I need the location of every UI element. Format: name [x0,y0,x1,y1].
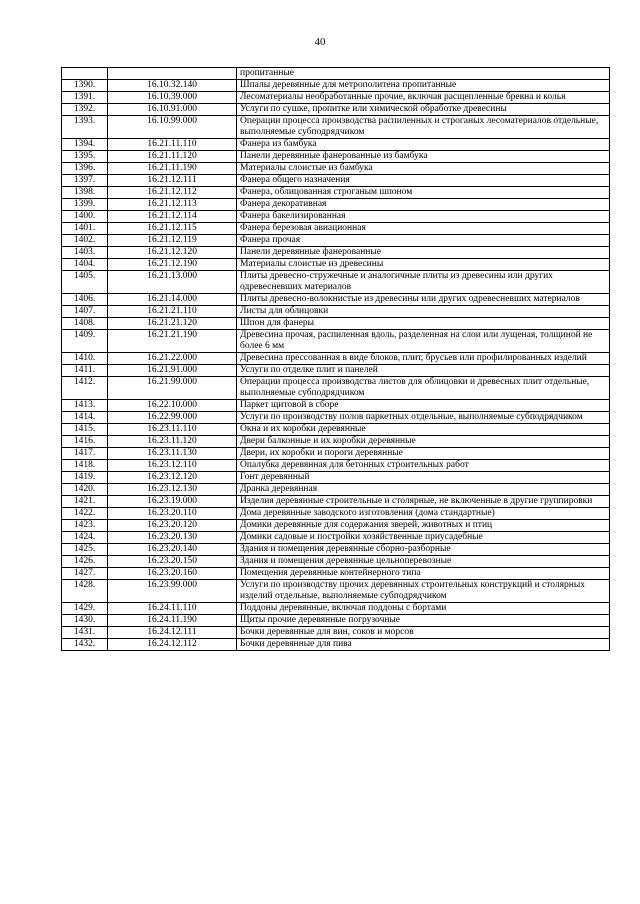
row-number-cell: 1411. [62,365,108,377]
product-name-cell: Опалубка деревянная для бетонных строительных работ [237,460,610,472]
table-row [62,139,610,151]
product-name-cell: Материалы слоистые из бамбука [237,163,610,175]
okpd-code-cell: 16.23.12.130 [108,484,237,496]
row-number-cell: 1391. [62,92,108,104]
okpd-code-cell: 16.10.99.000 [108,116,237,139]
row-number-cell: 1408. [62,318,108,330]
row-number-cell: 1393. [62,116,108,139]
okpd-code-cell: 16.21.12.113 [108,199,237,211]
okpd-code-cell: 16.21.12.112 [108,187,237,199]
row-number-cell: 1402. [62,235,108,247]
product-name-cell: Фанера декоративная [237,199,610,211]
row-number-cell [62,68,108,80]
okpd-code-cell: 16.21.12.115 [108,223,237,235]
row-number-cell: 1427. [62,568,108,580]
row-number-cell: 1416. [62,436,108,448]
row-number-cell: 1415. [62,424,108,436]
table-row [62,484,610,496]
product-name-cell: Двери балконные и их коробки деревянные [237,436,610,448]
row-number-cell: 1430. [62,615,108,627]
table-row [62,211,610,223]
product-name-cell: Бочки деревянные для вин, соков и морсов [237,627,610,639]
table-row [62,353,610,365]
okpd-code-cell: 16.21.99.000 [108,377,237,400]
product-name-cell: Изделия деревянные строительные и столярные, не включенные в другие группировки [237,496,610,508]
product-name-cell: Домики садовые и постройки хозяйственные приусадебные [237,532,610,544]
okpd-code-cell: 16.21.12.114 [108,211,237,223]
okpd-code-cell: 16.24.12.111 [108,627,237,639]
product-name-cell: Операции процесса производства листов для облицовки и древесных плит отдельные, выполняемые субподрядчиком [237,377,610,400]
okpd-code-cell: 16.23.99.000 [108,580,237,603]
product-name-cell: Гонт деревянный [237,472,610,484]
okpd-code-cell: 16.10.32.140 [108,80,237,92]
row-number-cell: 1426. [62,556,108,568]
okpd-code-cell: 16.24.11.190 [108,615,237,627]
product-name-cell: Плиты древесно-волокнистые из древесины или других одревесневших материалов [237,294,610,306]
table-row [62,544,610,556]
table-row [62,520,610,532]
product-name-cell: Услуги по сушке, пропитке или химической обработке древесины [237,104,610,116]
table-row [62,424,610,436]
table-row [62,294,610,306]
row-number-cell: 1405. [62,271,108,294]
row-number-cell: 1397. [62,175,108,187]
table-row [62,163,610,175]
okpd-code-cell: 16.21.21.190 [108,330,237,353]
row-number-cell: 1414. [62,412,108,424]
table-row [62,472,610,484]
table-row [62,151,610,163]
table-row [62,568,610,580]
product-name-cell: Лесоматериалы необработанные прочие, включая расщепленные бревна и колья [237,92,610,104]
row-number-cell: 1400. [62,211,108,223]
row-number-cell: 1421. [62,496,108,508]
row-number-cell: 1398. [62,187,108,199]
row-number-cell: 1420. [62,484,108,496]
product-name-cell: пропитанные [237,68,610,80]
table-row [62,627,610,639]
product-name-cell: Дранка деревянная [237,484,610,496]
table-row [62,377,610,400]
okpd-code-cell: 16.23.19.000 [108,496,237,508]
row-number-cell: 1418. [62,460,108,472]
product-name-cell: Операции процесса производства распиленных и строганых лесоматериалов отдельные, выполняемые субподрядчиком [237,116,610,139]
okpd-code-cell: 16.21.11.110 [108,139,237,151]
table-row [62,187,610,199]
product-name-cell: Фанера, облицованная строганым шпоном [237,187,610,199]
okpd-code-cell: 16.23.20.160 [108,568,237,580]
product-name-cell: Плиты древесно-стружечные и аналогичные плиты из древесины или других одревесневших материалов [237,271,610,294]
okpd-code-cell: 16.21.11.190 [108,163,237,175]
table-row [62,80,610,92]
table-row [62,318,610,330]
registry-table [61,67,610,651]
row-number-cell: 1413. [62,400,108,412]
row-number-cell: 1428. [62,580,108,603]
table-row [62,460,610,472]
product-name-cell: Фанера прочая [237,235,610,247]
table-row [62,508,610,520]
table-row [62,104,610,116]
okpd-code-cell: 16.21.22.000 [108,353,237,365]
product-name-cell: Древесина прессованная в виде блоков, плит, брусьев или профилированных изделий [237,353,610,365]
table-row [62,615,610,627]
row-number-cell: 1404. [62,259,108,271]
table-row [62,235,610,247]
row-number-cell: 1401. [62,223,108,235]
okpd-code-cell: 16.23.20.130 [108,532,237,544]
product-name-cell: Панели деревянные фанерованные из бамбука [237,151,610,163]
table-row [62,400,610,412]
okpd-code-cell: 16.21.21.120 [108,318,237,330]
product-name-cell: Панели деревянные фанерованные [237,247,610,259]
table-row [62,199,610,211]
product-name-cell: Дома деревянные заводского изготовления (дома стандартные) [237,508,610,520]
table-row [62,330,610,353]
product-name-cell: Фанера березовая авиационная [237,223,610,235]
okpd-code-cell: 16.21.91.000 [108,365,237,377]
okpd-code-cell: 16.21.13.000 [108,271,237,294]
okpd-code-cell: 16.21.12.120 [108,247,237,259]
table-row [62,306,610,318]
product-name-cell: Услуги по производству прочих деревянных строительных конструкций и столярных изделий отдельные, выполняемые субподрядчиком [237,580,610,603]
table-row [62,412,610,424]
row-number-cell: 1431. [62,627,108,639]
okpd-code-cell: 16.23.11.130 [108,448,237,460]
table-row [62,365,610,377]
product-name-cell: Фанера бакелизированная [237,211,610,223]
table-row [62,175,610,187]
product-name-cell: Шпон для фанеры [237,318,610,330]
okpd-code-cell [108,68,237,80]
table-row [62,580,610,603]
okpd-code-cell: 16.23.12.110 [108,460,237,472]
okpd-code-cell: 16.23.11.120 [108,436,237,448]
row-number-cell: 1417. [62,448,108,460]
row-number-cell: 1390. [62,80,108,92]
product-name-cell: Щиты прочие деревянные погрузочные [237,615,610,627]
row-number-cell: 1429. [62,603,108,615]
okpd-code-cell: 16.23.20.120 [108,520,237,532]
product-name-cell: Древесина прочая, распиленная вдоль, разделенная на слои или лущеная, толщиной не более 6 мм [237,330,610,353]
product-name-cell: Помещения деревянные контейнерного типа [237,568,610,580]
table-row [62,436,610,448]
okpd-code-cell: 16.23.20.140 [108,544,237,556]
product-name-cell: Услуги по отделке плит и панелей [237,365,610,377]
row-number-cell: 1403. [62,247,108,259]
product-name-cell: Шпалы деревянные для метрополитена пропитанные [237,80,610,92]
product-name-cell: Материалы слоистые из древесины [237,259,610,271]
row-number-cell: 1422. [62,508,108,520]
row-number-cell: 1406. [62,294,108,306]
row-number-cell: 1392. [62,104,108,116]
okpd-code-cell: 16.21.14.000 [108,294,237,306]
row-number-cell: 1396. [62,163,108,175]
product-name-cell: Здания и помещения деревянные цельноперевозные [237,556,610,568]
table-row [62,556,610,568]
table-row [62,639,610,651]
product-name-cell: Поддоны деревянные, включая поддоны с бортами [237,603,610,615]
product-name-cell: Фанера из бамбука [237,139,610,151]
okpd-code-cell: 16.21.12.111 [108,175,237,187]
product-name-cell: Листы для облицовки [237,306,610,318]
row-number-cell: 1419. [62,472,108,484]
row-number-cell: 1425. [62,544,108,556]
product-name-cell: Окна и их коробки деревянные [237,424,610,436]
table-row [62,116,610,139]
row-number-cell: 1394. [62,139,108,151]
table-row [62,271,610,294]
row-number-cell: 1399. [62,199,108,211]
okpd-code-cell: 16.24.12.112 [108,639,237,651]
table-row [62,68,610,80]
product-name-cell: Домики деревянные для содержания зверей, животных и птиц [237,520,610,532]
product-name-cell: Двери, их коробки и пороги деревянные [237,448,610,460]
page-number: 40 [314,36,326,48]
okpd-code-cell: 16.23.12.120 [108,472,237,484]
table-row [62,247,610,259]
registry-table-body [62,68,610,651]
okpd-code-cell: 16.21.12.119 [108,235,237,247]
row-number-cell: 1409. [62,330,108,353]
table-row [62,223,610,235]
okpd-code-cell: 16.23.20.150 [108,556,237,568]
row-number-cell: 1395. [62,151,108,163]
row-number-cell: 1424. [62,532,108,544]
row-number-cell: 1423. [62,520,108,532]
row-number-cell: 1432. [62,639,108,651]
table-row [62,603,610,615]
table-row [62,259,610,271]
table-row [62,92,610,104]
okpd-code-cell: 16.21.12.190 [108,259,237,271]
product-name-cell: Услуги по производству полов паркетных отдельные, выполняемые субподрядчиком [237,412,610,424]
okpd-code-cell: 16.23.20.110 [108,508,237,520]
okpd-code-cell: 16.22.99.000 [108,412,237,424]
okpd-code-cell: 16.10.91.000 [108,104,237,116]
product-name-cell: Здания и помещения деревянные сборно-разборные [237,544,610,556]
table-row [62,496,610,508]
okpd-code-cell: 16.23.11.110 [108,424,237,436]
table-row [62,532,610,544]
okpd-code-cell: 16.24.11.110 [108,603,237,615]
row-number-cell: 1412. [62,377,108,400]
okpd-code-cell: 16.10.39.000 [108,92,237,104]
row-number-cell: 1407. [62,306,108,318]
product-name-cell: Паркет щитовой в сборе [237,400,610,412]
okpd-code-cell: 16.21.11.120 [108,151,237,163]
product-name-cell: Фанера общего назначения [237,175,610,187]
product-name-cell: Бочки деревянные для пива [237,639,610,651]
table-row [62,448,610,460]
okpd-code-cell: 16.22.10.000 [108,400,237,412]
okpd-code-cell: 16.21.21.110 [108,306,237,318]
row-number-cell: 1410. [62,353,108,365]
